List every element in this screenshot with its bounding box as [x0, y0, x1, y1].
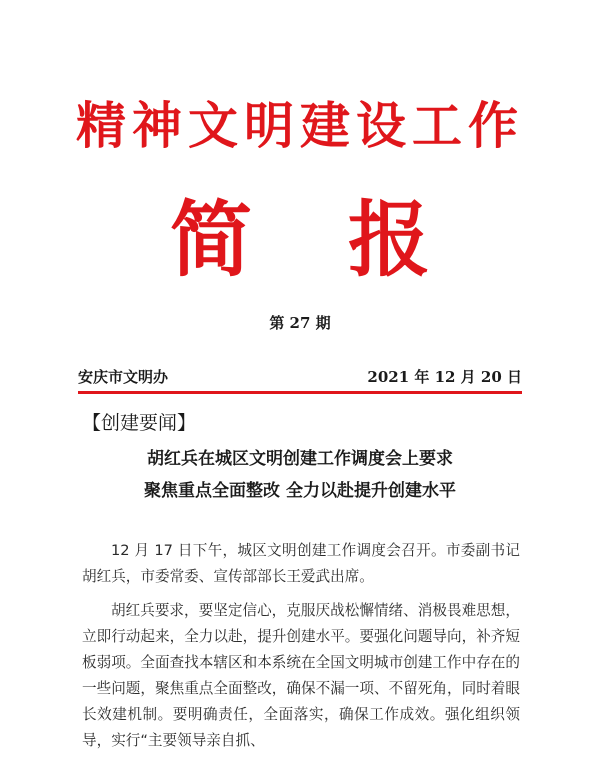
- brief-char-2: 报: [348, 192, 431, 288]
- paragraph-2: 胡红兵要求，要坚定信心，克服厌战松懈情绪、消极畏难思想，立即行动起来，全力以赴，提升创建水平。要强化问题导向，补齐短板弱项。全面查找本辖区和本系统在全国文明城市创建工作中存在的一些问题，聚焦重点全面整改，确保不漏一项、不留死角，同时着眼长效建机制。要明确责任，全面落实，确保工作成效。强化组织领导，实行“主要领导亲自抓、: [82, 602, 520, 749]
- red-divider: [78, 391, 522, 394]
- section-label: 【创建要闻】: [82, 412, 197, 434]
- headline-line-2: 聚焦重点全面整改 全力以赴提升创建水平: [144, 481, 456, 501]
- brief-title: [0, 192, 600, 288]
- issue-number: 第 27 期: [269, 314, 331, 332]
- issue-date: 2021 年 12 月 20 日: [367, 368, 522, 386]
- article-body: [82, 538, 520, 762]
- headline-line-1: 胡红兵在城区文明创建工作调度会上要求: [147, 449, 453, 469]
- issuing-organization: 安庆市文明办: [78, 368, 169, 386]
- brief-char-1: 简: [169, 192, 252, 288]
- masthead-title: 精神文明建设工作: [76, 96, 524, 155]
- paragraph-1: 12 月 17 日下午，城区文明创建工作调度会召开。市委副书记胡红兵，市委常委、宣传部部长王爱武出席。: [82, 542, 520, 585]
